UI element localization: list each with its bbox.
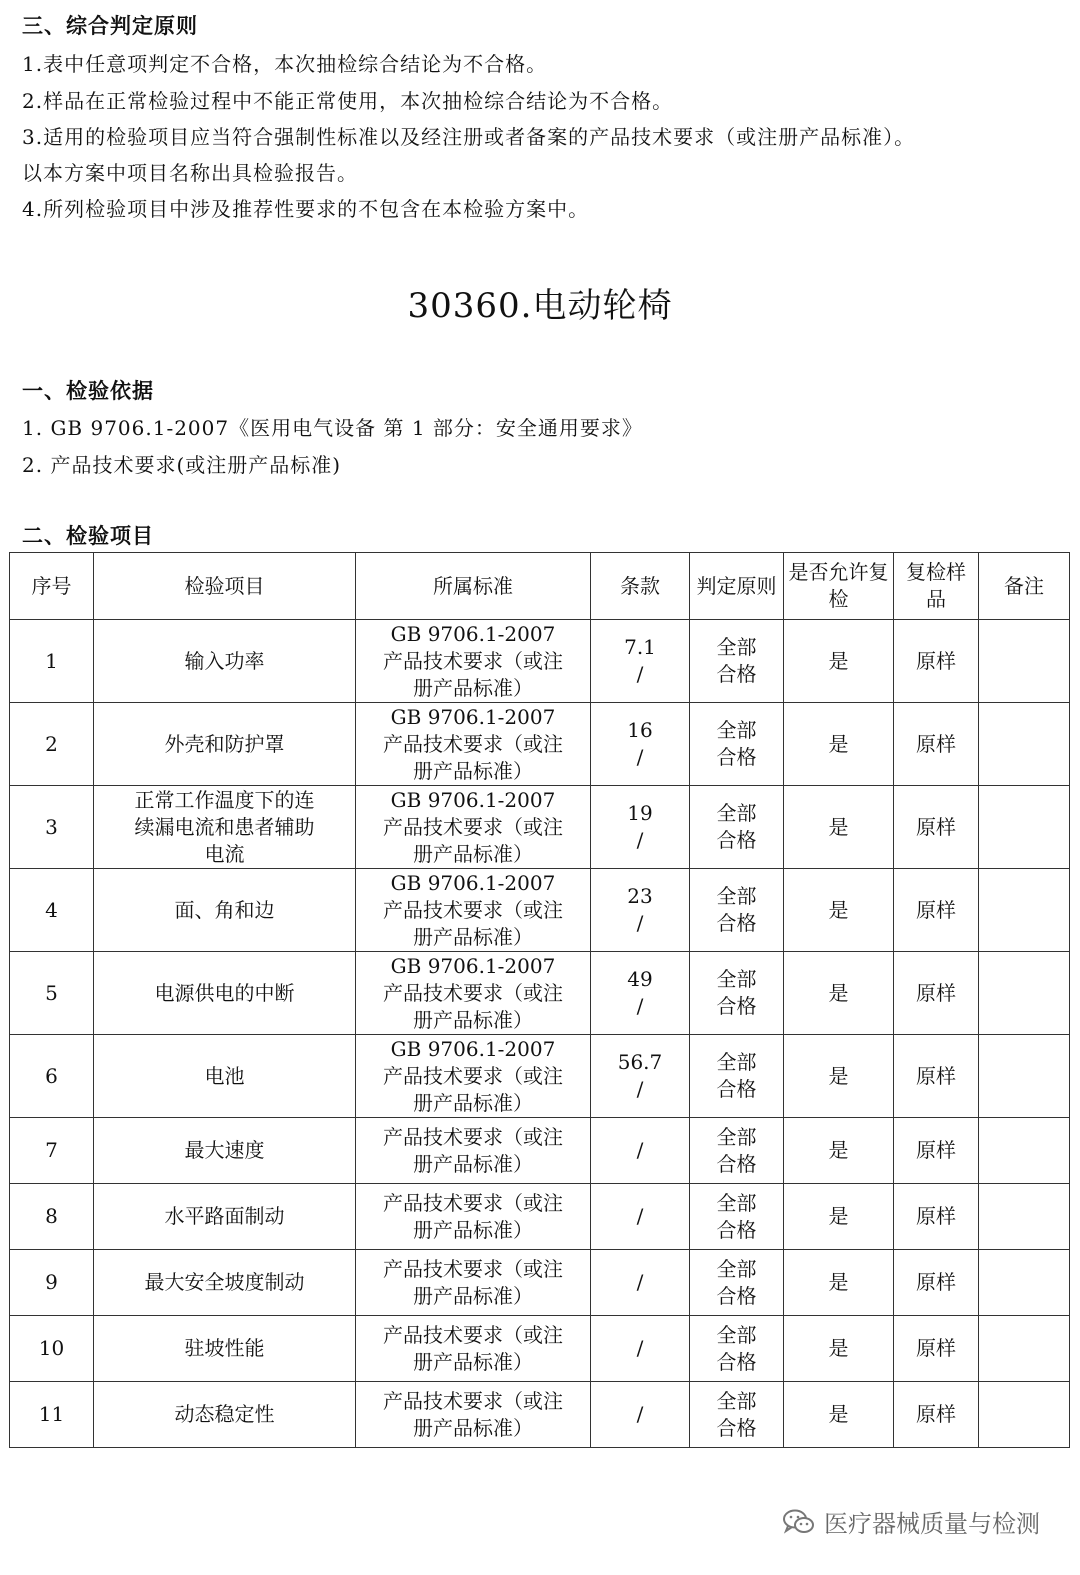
- cell-judge: 全部 合格: [690, 1316, 784, 1382]
- table-row: [10, 1035, 1070, 1118]
- cell-sample: 原样: [894, 1316, 979, 1382]
- cell-clause: 23 /: [591, 869, 690, 952]
- cell-standard: 产品技术要求（或注 册产品标准）: [356, 1382, 591, 1448]
- cell-note: [979, 1316, 1070, 1382]
- cell-retest: 是: [784, 1382, 894, 1448]
- cell-item: 正常工作温度下的连 续漏电流和患者辅助 电流: [94, 786, 356, 869]
- cell-standard: GB 9706.1-2007 产品技术要求（或注 册产品标准）: [356, 620, 591, 703]
- cell-clause: /: [591, 1184, 690, 1250]
- cell-clause: /: [591, 1118, 690, 1184]
- table-row: [10, 703, 1070, 786]
- section2-heading: 二、检验项目: [22, 524, 154, 548]
- cell-judge: 全部 合格: [690, 620, 784, 703]
- cell-standard: GB 9706.1-2007 产品技术要求（或注 册产品标准）: [356, 1035, 591, 1118]
- header-no: 序号: [10, 553, 94, 620]
- cell-note: [979, 1035, 1070, 1118]
- cell-sample: 原样: [894, 786, 979, 869]
- cell-item: 驻坡性能: [94, 1316, 356, 1382]
- cell-note: [979, 1184, 1070, 1250]
- cell-item: 面、角和边: [94, 869, 356, 952]
- cell-no: 6: [10, 1035, 94, 1118]
- cell-retest: 是: [784, 952, 894, 1035]
- cell-note: [979, 786, 1070, 869]
- table-row: [10, 1382, 1070, 1448]
- cell-retest: 是: [784, 786, 894, 869]
- cell-clause: /: [591, 1382, 690, 1448]
- table-row: [10, 952, 1070, 1035]
- cell-note: [979, 869, 1070, 952]
- cell-no: 8: [10, 1184, 94, 1250]
- cell-clause: 56.7 /: [591, 1035, 690, 1118]
- header-sample: 复检样品: [894, 553, 979, 620]
- watermark-text: 医疗器械质量与检测: [824, 1510, 1040, 1538]
- cell-sample: 原样: [894, 703, 979, 786]
- header-note: 备注: [979, 553, 1070, 620]
- cell-retest: 是: [784, 1250, 894, 1316]
- cell-retest: 是: [784, 620, 894, 703]
- cell-sample: 原样: [894, 1118, 979, 1184]
- watermark: [782, 1504, 1040, 1539]
- cell-note: [979, 952, 1070, 1035]
- cell-item: 动态稳定性: [94, 1382, 356, 1448]
- header-standard: 所属标准: [356, 553, 591, 620]
- section1-heading: 一、检验依据: [22, 379, 154, 403]
- rule-line-4: 4.所列检验项目中涉及推荐性要求的不包含在本检验方案中。: [22, 197, 590, 221]
- rule-line-1: 1.表中任意项判定不合格，本次抽检综合结论为不合格。: [22, 52, 548, 76]
- cell-no: 5: [10, 952, 94, 1035]
- cell-no: 2: [10, 703, 94, 786]
- cell-item: 电池: [94, 1035, 356, 1118]
- cell-standard: GB 9706.1-2007 产品技术要求（或注 册产品标准）: [356, 786, 591, 869]
- cell-judge: 全部 合格: [690, 1184, 784, 1250]
- document-title: 30360.电动轮椅: [407, 286, 673, 326]
- table-header-row: [10, 553, 1070, 620]
- inspection-items-table: [9, 552, 1070, 1448]
- cell-no: 7: [10, 1118, 94, 1184]
- cell-sample: 原样: [894, 1382, 979, 1448]
- cell-item: 最大安全坡度制动: [94, 1250, 356, 1316]
- cell-note: [979, 703, 1070, 786]
- cell-standard: 产品技术要求（或注 册产品标准）: [356, 1118, 591, 1184]
- header-item: 检验项目: [94, 553, 356, 620]
- rule-line-3: 3.适用的检验项目应当符合强制性标准以及经注册或者备案的产品技术要求（或注册产品标准）。: [22, 125, 916, 149]
- table-row: [10, 1316, 1070, 1382]
- cell-clause: 7.1 /: [591, 620, 690, 703]
- cell-judge: 全部 合格: [690, 1118, 784, 1184]
- cell-no: 4: [10, 869, 94, 952]
- rule-line-3b: 以本方案中项目名称出具检验报告。: [22, 161, 358, 185]
- cell-judge: 全部 合格: [690, 952, 784, 1035]
- cell-clause: 16 /: [591, 703, 690, 786]
- cell-sample: 原样: [894, 1184, 979, 1250]
- header-retest: 是否允许复检: [784, 553, 894, 620]
- cell-no: 1: [10, 620, 94, 703]
- cell-retest: 是: [784, 1035, 894, 1118]
- cell-sample: 原样: [894, 1250, 979, 1316]
- cell-judge: 全部 合格: [690, 1035, 784, 1118]
- table-row: [10, 786, 1070, 869]
- cell-standard: GB 9706.1-2007 产品技术要求（或注 册产品标准）: [356, 703, 591, 786]
- cell-standard: GB 9706.1-2007 产品技术要求（或注 册产品标准）: [356, 869, 591, 952]
- rule-line-2: 2.样品在正常检验过程中不能正常使用，本次抽检综合结论为不合格。: [22, 89, 674, 113]
- table-row: [10, 869, 1070, 952]
- cell-sample: 原样: [894, 869, 979, 952]
- cell-item: 电源供电的中断: [94, 952, 356, 1035]
- cell-item: 水平路面制动: [94, 1184, 356, 1250]
- cell-retest: 是: [784, 1184, 894, 1250]
- cell-sample: 原样: [894, 620, 979, 703]
- table-row: [10, 1250, 1070, 1316]
- cell-note: [979, 1250, 1070, 1316]
- cell-item: 输入功率: [94, 620, 356, 703]
- cell-no: 11: [10, 1382, 94, 1448]
- cell-judge: 全部 合格: [690, 1382, 784, 1448]
- cell-no: 3: [10, 786, 94, 869]
- table-row: [10, 1184, 1070, 1250]
- cell-note: [979, 620, 1070, 703]
- cell-judge: 全部 合格: [690, 869, 784, 952]
- cell-note: [979, 1118, 1070, 1184]
- cell-clause: /: [591, 1316, 690, 1382]
- header-judge: 判定原则: [690, 553, 784, 620]
- cell-standard: 产品技术要求（或注 册产品标准）: [356, 1184, 591, 1250]
- cell-clause: /: [591, 1250, 690, 1316]
- header-clause: 条款: [591, 553, 690, 620]
- cell-item: 最大速度: [94, 1118, 356, 1184]
- cell-judge: 全部 合格: [690, 703, 784, 786]
- table-row: [10, 620, 1070, 703]
- cell-no: 9: [10, 1250, 94, 1316]
- section3-heading: 三、综合判定原则: [22, 14, 198, 38]
- cell-item: 外壳和防护罩: [94, 703, 356, 786]
- cell-sample: 原样: [894, 1035, 979, 1118]
- cell-judge: 全部 合格: [690, 1250, 784, 1316]
- basis-line-2: 2. 产品技术要求(或注册产品标准): [22, 453, 342, 477]
- wechat-icon: [782, 1508, 816, 1536]
- cell-note: [979, 1382, 1070, 1448]
- cell-retest: 是: [784, 869, 894, 952]
- cell-retest: 是: [784, 703, 894, 786]
- table-row: [10, 1118, 1070, 1184]
- cell-retest: 是: [784, 1316, 894, 1382]
- cell-standard: 产品技术要求（或注 册产品标准）: [356, 1316, 591, 1382]
- cell-judge: 全部 合格: [690, 786, 784, 869]
- cell-retest: 是: [784, 1118, 894, 1184]
- cell-standard: 产品技术要求（或注 册产品标准）: [356, 1250, 591, 1316]
- cell-no: 10: [10, 1316, 94, 1382]
- cell-sample: 原样: [894, 952, 979, 1035]
- cell-clause: 19 /: [591, 786, 690, 869]
- cell-clause: 49 /: [591, 952, 690, 1035]
- cell-standard: GB 9706.1-2007 产品技术要求（或注 册产品标准）: [356, 952, 591, 1035]
- basis-line-1: 1. GB 9706.1-2007《医用电气设备 第 1 部分：安全通用要求》: [22, 416, 643, 440]
